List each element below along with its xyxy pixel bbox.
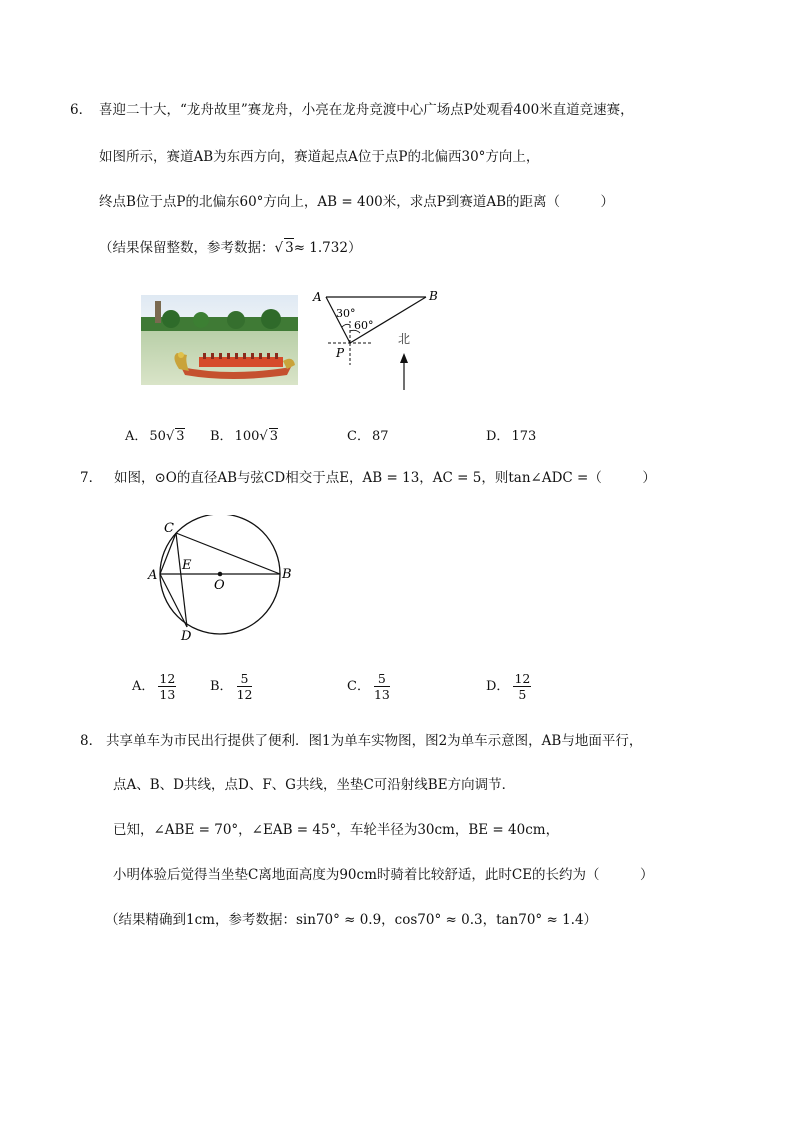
q7-number: 7． bbox=[80, 470, 103, 486]
q8-line3: 已知，∠ABE = 70°，∠EAB = 45°，车轮半径为30cm，BE = 40cm， bbox=[113, 822, 560, 838]
q6-option-b[interactable] bbox=[210, 425, 278, 444]
option-fraction bbox=[513, 671, 531, 702]
q8-line1: 共享单车为市民出行提供了便利．图1为单车实物图，图2为单车示意图，AB与地面平行， bbox=[106, 733, 643, 749]
q8-line4: 小明体验后觉得当坐垫C离地面高度为90cm时骑着比较舒适，此时CE的长约为（ ） bbox=[113, 867, 654, 883]
q7-option-b[interactable] bbox=[210, 671, 252, 702]
q6-line4-prefix: （结果保留整数，参考数据： bbox=[99, 240, 275, 256]
option-fraction bbox=[237, 671, 253, 702]
q6-number: 6． bbox=[70, 102, 93, 118]
q6-line4-root: 3 bbox=[285, 240, 294, 256]
numerator: 12 bbox=[159, 671, 176, 686]
label-D: D bbox=[181, 629, 192, 644]
denominator: 5 bbox=[518, 687, 527, 702]
label-C: C bbox=[164, 521, 174, 536]
sqrt-symbol: √ bbox=[165, 429, 175, 444]
q7-option-c[interactable] bbox=[347, 671, 390, 702]
denominator: 13 bbox=[159, 687, 176, 702]
denominator: 12 bbox=[236, 687, 253, 702]
q6-option-d[interactable] bbox=[486, 425, 536, 444]
label-A: A bbox=[148, 568, 158, 583]
option-label: A． bbox=[125, 429, 148, 444]
label-O: O bbox=[214, 578, 225, 593]
q6-line2: 如图所示，赛道AB为东西方向，赛道起点A位于点P的北偏西30°方向上， bbox=[99, 149, 540, 165]
numerator: 12 bbox=[514, 671, 531, 686]
label-B: B bbox=[282, 567, 292, 582]
option-value: 173 bbox=[511, 429, 537, 444]
q6-line4-suffix: ≈ 1.732） bbox=[293, 240, 362, 256]
north-label: 北 bbox=[398, 332, 411, 346]
q8-line2: 点A、B、D共线，点D、F、G共线，坐垫C可沿射线BE方向调节． bbox=[113, 777, 516, 793]
dragon-boat-photo bbox=[141, 295, 298, 385]
angle-30-label: 30° bbox=[336, 307, 356, 320]
q6-line1: 喜迎二十大，“龙舟故里”赛龙舟，小亮在龙舟竞渡中心广场点P处观看400米直道竞速赛， bbox=[99, 102, 634, 118]
option-root: 3 bbox=[176, 429, 185, 444]
option-label: C． bbox=[347, 429, 370, 444]
q6-line3: 终点B位于点P的北偏东60°方向上，AB = 400米，求点P到赛道AB的距离（ ） bbox=[99, 194, 615, 210]
q6-option-a[interactable] bbox=[125, 425, 185, 444]
q6-option-c[interactable] bbox=[347, 425, 389, 444]
option-coef: 100 bbox=[234, 429, 260, 444]
q7-text: 如图，⊙O的直径AB与弦CD相交于点E，AB = 13，AC = 5，则tan∠ADC =（ ） bbox=[114, 470, 656, 486]
label-E: E bbox=[182, 558, 192, 573]
q8-number: 8． bbox=[80, 733, 103, 749]
option-coef: 50 bbox=[149, 429, 166, 444]
option-root: 3 bbox=[269, 429, 278, 444]
option-label: D． bbox=[486, 679, 510, 694]
label-B: B bbox=[429, 289, 438, 303]
option-label: D． bbox=[486, 429, 510, 444]
q7-figure bbox=[145, 515, 300, 645]
option-label: A． bbox=[132, 679, 155, 694]
q6-figure bbox=[310, 285, 450, 395]
denominator: 13 bbox=[373, 687, 390, 702]
label-P: P bbox=[336, 346, 345, 360]
sqrt-symbol: √ bbox=[274, 240, 284, 256]
numerator: 5 bbox=[237, 671, 253, 687]
angle-60-label: 60° bbox=[354, 319, 374, 332]
q7-option-a[interactable] bbox=[132, 671, 176, 702]
option-value: 87 bbox=[371, 429, 389, 444]
option-fraction bbox=[374, 671, 390, 702]
numerator: 5 bbox=[374, 671, 390, 687]
q7-option-d[interactable] bbox=[486, 671, 531, 702]
option-label: C． bbox=[347, 679, 370, 694]
sqrt-symbol: √ bbox=[259, 429, 268, 444]
q8-line5: （结果精确到1cm，参考数据：sin70° ≈ 0.9，cos70° ≈ 0.3，tan70° ≈ 1.4） bbox=[105, 912, 598, 928]
label-A: A bbox=[313, 290, 322, 304]
option-fraction bbox=[158, 671, 176, 702]
q6-line4 bbox=[99, 238, 361, 257]
option-label: B． bbox=[210, 429, 233, 444]
option-label: B． bbox=[210, 679, 233, 694]
